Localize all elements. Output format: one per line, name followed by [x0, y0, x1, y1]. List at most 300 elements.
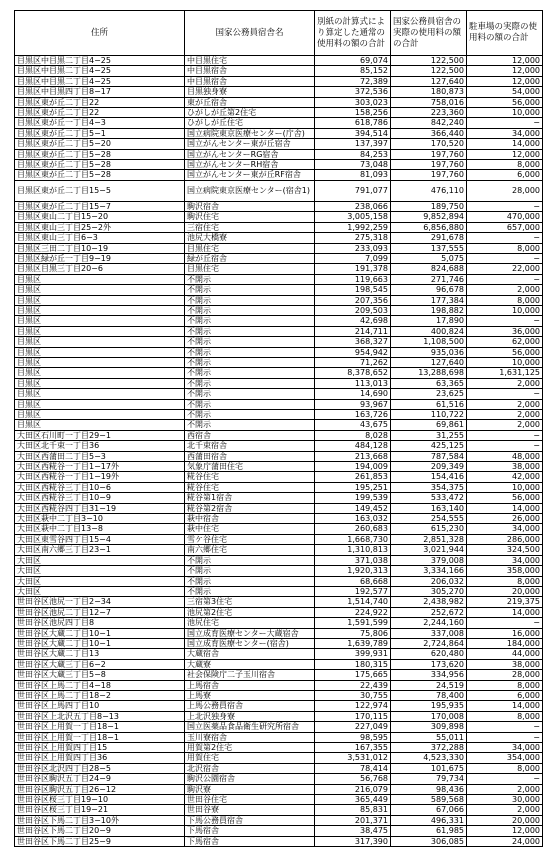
cell-actual-housing-fee: 170,008 [391, 711, 467, 721]
cell-address: 大田区 [15, 555, 185, 565]
cell-actual-parking-fee: 56,000 [467, 493, 543, 503]
cell-calculated-fee: 368,327 [315, 337, 391, 347]
cell-actual-parking-fee: 358,000 [467, 566, 543, 576]
cell-actual-housing-fee: 13,288,698 [391, 368, 467, 378]
cell-housing-name: 不開示 [185, 410, 315, 420]
cell-calculated-fee: 275,318 [315, 233, 391, 243]
cell-housing-name: 不開示 [185, 274, 315, 284]
cell-calculated-fee: 371,038 [315, 555, 391, 565]
cell-actual-parking-fee: − [467, 722, 543, 732]
cell-address: 世田谷区駒沢五丁目26−12 [15, 784, 185, 794]
cell-actual-parking-fee: 354,000 [467, 753, 543, 763]
cell-housing-name: ひがしが丘第2住宅 [185, 108, 315, 118]
cell-actual-parking-fee: 184,000 [467, 638, 543, 648]
cell-calculated-fee: 85,831 [315, 805, 391, 815]
cell-actual-parking-fee: 12,000 [467, 76, 543, 86]
cell-actual-housing-fee: 306,085 [391, 836, 467, 846]
cell-calculated-fee: 7,099 [315, 253, 391, 263]
table-row [15, 66, 543, 76]
cell-actual-parking-fee: − [467, 389, 543, 399]
cell-actual-housing-fee: 17,890 [391, 316, 467, 326]
cell-actual-parking-fee: 2,000 [467, 285, 543, 295]
cell-actual-housing-fee: 110,722 [391, 410, 467, 420]
cell-address: 目黒区東が丘二丁目22 [15, 97, 185, 107]
cell-actual-parking-fee: − [467, 441, 543, 451]
cell-actual-housing-fee: 2,851,328 [391, 534, 467, 544]
header-actual-parking-fee: 駐車場の実際の使用料の額の合計 [467, 11, 543, 56]
cell-housing-name: 国立がんセンター東が丘RF宿舎 [185, 170, 315, 180]
cell-housing-name: 北千束宿舎 [185, 441, 315, 451]
cell-calculated-fee: 81,093 [315, 170, 391, 180]
cell-address: 大田区西糀谷一丁目1−19外 [15, 472, 185, 482]
cell-calculated-fee: 175,665 [315, 670, 391, 680]
cell-address: 世田谷区上用賀一丁目18−1 [15, 722, 185, 732]
header-address: 住所 [15, 11, 185, 56]
table-row [15, 524, 543, 534]
cell-address: 目黒区 [15, 326, 185, 336]
cell-address: 世田谷区上馬二丁目4−18 [15, 680, 185, 690]
cell-address: 目黒区東山二丁目15−20 [15, 212, 185, 222]
table-row [15, 264, 543, 274]
cell-address: 目黒区中目黒二丁目4−25 [15, 66, 185, 76]
table-row [15, 420, 543, 430]
cell-housing-name: 不開示 [185, 285, 315, 295]
cell-actual-housing-fee: 206,032 [391, 576, 467, 586]
table-row [15, 212, 543, 222]
cell-actual-parking-fee: 24,000 [467, 836, 543, 846]
cell-housing-name: 目黒住宅 [185, 243, 315, 253]
cell-calculated-fee: 216,079 [315, 784, 391, 794]
cell-actual-housing-fee: 254,555 [391, 514, 467, 524]
cell-address: 目黒区東山三丁目6−3 [15, 233, 185, 243]
cell-housing-name: 池尻住宅 [185, 618, 315, 628]
cell-actual-housing-fee: 3,021,944 [391, 545, 467, 555]
cell-housing-name: 玉川寮宿舎 [185, 732, 315, 742]
cell-actual-housing-fee: 24,519 [391, 680, 467, 690]
cell-actual-parking-fee: 28,000 [467, 670, 543, 680]
cell-actual-housing-fee: 170,520 [391, 139, 467, 149]
cell-actual-housing-fee: 309,898 [391, 722, 467, 732]
cell-housing-name: 大蔵寮 [185, 659, 315, 669]
table-row [15, 493, 543, 503]
cell-housing-name: 国立成育医療センター(宿舎) [185, 638, 315, 648]
table-row [15, 243, 543, 253]
cell-actual-parking-fee: 36,000 [467, 326, 543, 336]
cell-housing-name: 世田谷住宅 [185, 795, 315, 805]
cell-address: 目黒区 [15, 295, 185, 305]
cell-calculated-fee: 158,256 [315, 108, 391, 118]
cell-address: 目黒区 [15, 305, 185, 315]
cell-actual-parking-fee: 38,000 [467, 462, 543, 472]
cell-actual-parking-fee: 56,000 [467, 347, 543, 357]
cell-calculated-fee: 209,503 [315, 305, 391, 315]
cell-address: 大田区 [15, 586, 185, 596]
cell-actual-housing-fee: 9,852,894 [391, 212, 467, 222]
cell-housing-name: 国立がんセンター東が丘宿舎 [185, 139, 315, 149]
cell-housing-name: 中目黒宿舎 [185, 66, 315, 76]
cell-actual-parking-fee: 26,000 [467, 514, 543, 524]
cell-actual-housing-fee: 425,125 [391, 441, 467, 451]
cell-actual-parking-fee: − [467, 774, 543, 784]
cell-address: 世田谷区下馬二丁目3−10外 [15, 815, 185, 825]
cell-actual-parking-fee: 10,000 [467, 482, 543, 492]
cell-calculated-fee: 399,931 [315, 649, 391, 659]
cell-actual-housing-fee: 400,824 [391, 326, 467, 336]
table-row [15, 337, 543, 347]
cell-address: 世田谷区池尻一丁目2−34 [15, 597, 185, 607]
cell-actual-parking-fee: − [467, 274, 543, 284]
cell-address: 世田谷区上馬四丁目10 [15, 701, 185, 711]
table-row [15, 253, 543, 263]
cell-actual-parking-fee: 286,000 [467, 534, 543, 544]
cell-address: 世田谷区下馬二丁目20−9 [15, 826, 185, 836]
cell-actual-housing-fee: 5,075 [391, 253, 467, 263]
cell-address: 目黒区東が丘二丁目15−7 [15, 201, 185, 211]
cell-calculated-fee: 72,389 [315, 76, 391, 86]
cell-actual-parking-fee: 22,000 [467, 264, 543, 274]
cell-address: 世田谷区上用賀四丁目15 [15, 743, 185, 753]
cell-calculated-fee: 3,005,158 [315, 212, 391, 222]
cell-actual-parking-fee: 2,000 [467, 805, 543, 815]
table-row [15, 690, 543, 700]
cell-actual-housing-fee: 173,620 [391, 659, 467, 669]
cell-actual-housing-fee: 476,110 [391, 180, 467, 201]
header-calculated-fee: 別紙の計算式により算定した通常の使用料の額の合計 [315, 11, 391, 56]
cell-housing-name: 目黒独身寮 [185, 87, 315, 97]
cell-address: 大田区西糀谷四丁目31−19 [15, 503, 185, 513]
cell-actual-housing-fee: 589,568 [391, 795, 467, 805]
cell-address: 目黒区 [15, 368, 185, 378]
table-row [15, 233, 543, 243]
table-row [15, 274, 543, 284]
cell-address: 世田谷区大蔵二丁目10−1 [15, 638, 185, 648]
cell-actual-parking-fee: 20,000 [467, 815, 543, 825]
cell-housing-name: 気象庁蒲田住宅 [185, 462, 315, 472]
cell-address: 世田谷区大蔵三丁目5−8 [15, 670, 185, 680]
cell-actual-parking-fee: 48,000 [467, 451, 543, 461]
cell-address: 大田区萩中二丁目13−8 [15, 524, 185, 534]
cell-actual-parking-fee: 34,000 [467, 743, 543, 753]
cell-address: 目黒区 [15, 337, 185, 347]
cell-actual-parking-fee: 219,375 [467, 597, 543, 607]
cell-actual-housing-fee: 69,861 [391, 420, 467, 430]
table-row [15, 472, 543, 482]
cell-housing-name: 国立病院東京医療センター(宿舎1) [185, 180, 315, 201]
cell-housing-name: 社会保険庁二子玉川宿舎 [185, 670, 315, 680]
cell-address: 大田区北千束一丁目36 [15, 441, 185, 451]
cell-calculated-fee: 98,595 [315, 732, 391, 742]
cell-housing-name: 糀谷第1宿舎 [185, 493, 315, 503]
cell-address: 大田区西蒲田二丁目5−3 [15, 451, 185, 461]
table-row [15, 118, 543, 128]
cell-calculated-fee: 69,074 [315, 56, 391, 66]
table-row [15, 763, 543, 773]
cell-actual-parking-fee: 8,000 [467, 295, 543, 305]
cell-address: 目黒区東が丘二丁目5−28 [15, 160, 185, 170]
cell-actual-housing-fee: 366,440 [391, 128, 467, 138]
cell-address: 目黒区三田二丁目10−19 [15, 243, 185, 253]
cell-calculated-fee: 42,698 [315, 316, 391, 326]
cell-actual-housing-fee: 354,375 [391, 482, 467, 492]
cell-actual-parking-fee: 12,000 [467, 66, 543, 76]
cell-address: 目黒区中目黒四丁目8−17 [15, 87, 185, 97]
cell-address: 目黒区 [15, 389, 185, 399]
cell-housing-name: 不開示 [185, 305, 315, 315]
cell-actual-parking-fee: − [467, 233, 543, 243]
cell-housing-name: 上北沢独身寮 [185, 711, 315, 721]
cell-actual-parking-fee: 12,000 [467, 826, 543, 836]
cell-actual-housing-fee: 6,856,880 [391, 222, 467, 232]
cell-housing-name: 国立がんセンターRG宿舎 [185, 149, 315, 159]
table-row [15, 222, 543, 232]
cell-actual-parking-fee: 10,000 [467, 305, 543, 315]
cell-actual-housing-fee: 372,288 [391, 743, 467, 753]
cell-actual-parking-fee: 6,000 [467, 170, 543, 180]
cell-actual-housing-fee: 137,555 [391, 243, 467, 253]
table-row [15, 701, 543, 711]
cell-actual-parking-fee: 54,000 [467, 87, 543, 97]
cell-housing-name: 用賀第2住宅 [185, 743, 315, 753]
cell-address: 世田谷区上北沢五丁目8−13 [15, 711, 185, 721]
cell-housing-name: 糀谷第2宿舎 [185, 503, 315, 513]
cell-calculated-fee: 113,013 [315, 378, 391, 388]
table-row [15, 378, 543, 388]
cell-actual-housing-fee: 620,480 [391, 649, 467, 659]
cell-housing-name: 不開示 [185, 368, 315, 378]
table-row [15, 670, 543, 680]
cell-housing-name: 上馬宿舎 [185, 680, 315, 690]
cell-calculated-fee: 618,786 [315, 118, 391, 128]
table-header-row [15, 11, 543, 56]
cell-calculated-fee: 1,639,789 [315, 638, 391, 648]
table-row [15, 774, 543, 784]
table-row [15, 149, 543, 159]
cell-actual-parking-fee: 2,000 [467, 399, 543, 409]
cell-address: 大田区石川町一丁目29−1 [15, 430, 185, 440]
cell-actual-parking-fee: 20,000 [467, 586, 543, 596]
cell-calculated-fee: 303,023 [315, 97, 391, 107]
table-row [15, 97, 543, 107]
cell-actual-housing-fee: 55,011 [391, 732, 467, 742]
cell-housing-name: 目黒住宅 [185, 264, 315, 274]
cell-address: 大田区 [15, 576, 185, 586]
cell-actual-housing-fee: 197,760 [391, 149, 467, 159]
cell-calculated-fee: 192,577 [315, 586, 391, 596]
table-row [15, 795, 543, 805]
cell-calculated-fee: 214,711 [315, 326, 391, 336]
table-row [15, 368, 543, 378]
cell-actual-housing-fee: 127,640 [391, 76, 467, 86]
cell-actual-parking-fee: 8,000 [467, 576, 543, 586]
cell-actual-housing-fee: 63,365 [391, 378, 467, 388]
cell-address: 目黒区中目黒二丁目4−25 [15, 56, 185, 66]
cell-address: 世田谷区大蔵三丁目6−2 [15, 659, 185, 669]
table-row [15, 139, 543, 149]
cell-actual-housing-fee: 824,688 [391, 264, 467, 274]
cell-actual-parking-fee: − [467, 118, 543, 128]
cell-actual-parking-fee: 28,000 [467, 180, 543, 201]
cell-housing-name: 三宿住宅 [185, 222, 315, 232]
cell-address: 目黒区東が丘二丁目22 [15, 108, 185, 118]
table-row [15, 638, 543, 648]
cell-housing-name: 不開示 [185, 295, 315, 305]
cell-actual-housing-fee: 61,516 [391, 399, 467, 409]
table-row [15, 180, 543, 201]
cell-actual-housing-fee: 334,956 [391, 670, 467, 680]
cell-address: 目黒区 [15, 274, 185, 284]
cell-actual-parking-fee: 62,000 [467, 337, 543, 347]
cell-housing-name: 不開示 [185, 420, 315, 430]
cell-actual-housing-fee: 197,760 [391, 160, 467, 170]
cell-actual-parking-fee: 8,000 [467, 711, 543, 721]
cell-calculated-fee: 180,315 [315, 659, 391, 669]
cell-housing-name: 不開示 [185, 566, 315, 576]
cell-housing-name: 大蔵宿舎 [185, 649, 315, 659]
cell-address: 目黒区目黒三丁目20−6 [15, 264, 185, 274]
cell-address: 目黒区 [15, 285, 185, 295]
cell-actual-housing-fee: 271,746 [391, 274, 467, 284]
cell-actual-housing-fee: 98,436 [391, 784, 467, 794]
cell-actual-housing-fee: 787,584 [391, 451, 467, 461]
table-row [15, 503, 543, 513]
cell-address: 目黒区東が丘一丁目4−3 [15, 118, 185, 128]
table-row [15, 430, 543, 440]
cell-address: 目黒区 [15, 420, 185, 430]
cell-address: 目黒区 [15, 347, 185, 357]
cell-actual-parking-fee: 34,000 [467, 555, 543, 565]
cell-address: 目黒区 [15, 316, 185, 326]
cell-actual-housing-fee: 291,678 [391, 233, 467, 243]
cell-housing-name: 緑が丘宿舎 [185, 253, 315, 263]
cell-calculated-fee: 38,475 [315, 826, 391, 836]
cell-actual-housing-fee: 2,438,982 [391, 597, 467, 607]
cell-actual-parking-fee: 10,000 [467, 357, 543, 367]
cell-actual-parking-fee: − [467, 430, 543, 440]
cell-actual-housing-fee: 163,140 [391, 503, 467, 513]
table-row [15, 285, 543, 295]
cell-address: 世田谷区大蔵二丁目13 [15, 649, 185, 659]
table-row [15, 108, 543, 118]
cell-actual-housing-fee: 31,255 [391, 430, 467, 440]
housing-usage-fee-table [14, 10, 543, 847]
cell-address: 大田区西糀谷一丁目1−17外 [15, 462, 185, 472]
cell-address: 目黒区東が丘二丁目15−5 [15, 180, 185, 201]
cell-actual-housing-fee: 122,500 [391, 66, 467, 76]
cell-actual-housing-fee: 154,416 [391, 472, 467, 482]
table-row [15, 410, 543, 420]
cell-housing-name: 不開示 [185, 316, 315, 326]
cell-address: 目黒区東山三丁目25−2外 [15, 222, 185, 232]
cell-calculated-fee: 75,806 [315, 628, 391, 638]
cell-actual-parking-fee: 8,000 [467, 680, 543, 690]
cell-address: 目黒区中目黒二丁目4−25 [15, 76, 185, 86]
table-row [15, 576, 543, 586]
table-row [15, 711, 543, 721]
cell-address: 世田谷区駒沢五丁目24−9 [15, 774, 185, 784]
table-row [15, 514, 543, 524]
cell-actual-parking-fee: 14,000 [467, 503, 543, 513]
cell-actual-parking-fee: 10,000 [467, 108, 543, 118]
cell-calculated-fee: 84,253 [315, 149, 391, 159]
cell-actual-housing-fee: 1,108,500 [391, 337, 467, 347]
table-row [15, 201, 543, 211]
cell-calculated-fee: 1,992,259 [315, 222, 391, 232]
cell-calculated-fee: 260,683 [315, 524, 391, 534]
cell-actual-housing-fee: 78,400 [391, 690, 467, 700]
table-row [15, 76, 543, 86]
cell-housing-name: 糀谷住宅 [185, 472, 315, 482]
table-row [15, 462, 543, 472]
cell-calculated-fee: 170,115 [315, 711, 391, 721]
table-row [15, 441, 543, 451]
table-row [15, 326, 543, 336]
cell-calculated-fee: 3,531,012 [315, 753, 391, 763]
cell-actual-parking-fee: 34,000 [467, 128, 543, 138]
table-row [15, 618, 543, 628]
cell-address: 目黒区東が丘二丁目5−1 [15, 128, 185, 138]
cell-actual-housing-fee: 842,240 [391, 118, 467, 128]
cell-address: 世田谷区上用賀四丁目36 [15, 753, 185, 763]
cell-actual-housing-fee: 2,724,864 [391, 638, 467, 648]
cell-actual-parking-fee: − [467, 316, 543, 326]
cell-housing-name: 駒沢住宅 [185, 212, 315, 222]
cell-address: 世田谷区桜三丁目19−10 [15, 795, 185, 805]
cell-actual-parking-fee: 2,000 [467, 410, 543, 420]
cell-housing-name: 不開示 [185, 347, 315, 357]
table-row [15, 295, 543, 305]
cell-housing-name: 不開示 [185, 326, 315, 336]
cell-address: 目黒区 [15, 378, 185, 388]
cell-actual-housing-fee: 197,760 [391, 170, 467, 180]
cell-actual-parking-fee: 38,000 [467, 659, 543, 669]
cell-housing-name: 不開示 [185, 586, 315, 596]
cell-address: 大田区萩中二丁目3−10 [15, 514, 185, 524]
cell-actual-housing-fee: 252,672 [391, 607, 467, 617]
cell-housing-name: 下馬公務員宿舎 [185, 815, 315, 825]
cell-actual-parking-fee: 12,000 [467, 56, 543, 66]
cell-calculated-fee: 954,942 [315, 347, 391, 357]
cell-calculated-fee: 8,028 [315, 430, 391, 440]
cell-calculated-fee: 85,152 [315, 66, 391, 76]
cell-actual-housing-fee: 4,523,330 [391, 753, 467, 763]
cell-calculated-fee: 791,077 [315, 180, 391, 201]
cell-calculated-fee: 163,726 [315, 410, 391, 420]
cell-address: 目黒区東が丘二丁目5−20 [15, 139, 185, 149]
table-row [15, 659, 543, 669]
cell-actual-housing-fee: 935,036 [391, 347, 467, 357]
table-row [15, 732, 543, 742]
cell-actual-parking-fee: 14,000 [467, 139, 543, 149]
cell-actual-housing-fee: 177,384 [391, 295, 467, 305]
cell-calculated-fee: 56,768 [315, 774, 391, 784]
cell-actual-housing-fee: 2,244,160 [391, 618, 467, 628]
cell-actual-housing-fee: 496,331 [391, 815, 467, 825]
cell-actual-housing-fee: 337,008 [391, 628, 467, 638]
cell-calculated-fee: 78,414 [315, 763, 391, 773]
table-row [15, 805, 543, 815]
cell-calculated-fee: 1,920,313 [315, 566, 391, 576]
cell-address: 世田谷区上馬二丁目18−2 [15, 690, 185, 700]
cell-actual-housing-fee: 305,270 [391, 586, 467, 596]
cell-address: 世田谷区北沢四丁目28−5 [15, 763, 185, 773]
cell-actual-parking-fee: 8,000 [467, 763, 543, 773]
cell-actual-housing-fee: 615,230 [391, 524, 467, 534]
table-row [15, 555, 543, 565]
cell-actual-parking-fee: 657,000 [467, 222, 543, 232]
header-housing-name: 国家公務員宿舎名 [185, 11, 315, 56]
cell-actual-housing-fee: 79,734 [391, 774, 467, 784]
cell-housing-name: 国立病院東京医療センター(庁舎) [185, 128, 315, 138]
